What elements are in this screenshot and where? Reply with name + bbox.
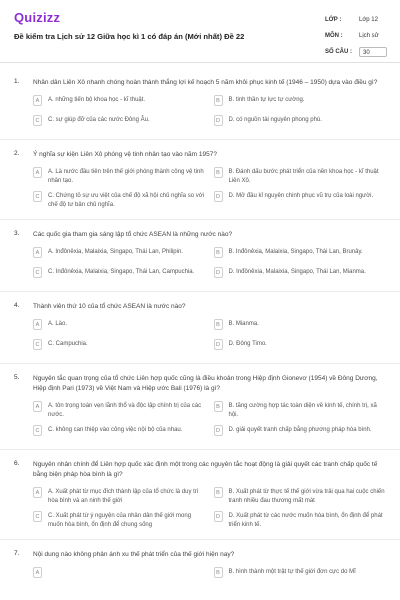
question-number: 3. [14,230,20,237]
meta-row-count [325,45,393,58]
option-text: B. tăng cường hợp tác toàn diện về kinh tế, chính trị, xã hội. [228,403,377,418]
question-text: Các quốc gia tham gia sáng lập tổ chức ASEAN là những nước nào? [33,231,233,238]
answer-options [33,167,386,209]
answer-options [33,247,386,281]
answer-option-a[interactable] [33,95,206,109]
answer-option-c[interactable] [33,511,206,529]
option-text: D. Xuất phát từ các nước muốn hòa bình, ổn định để phát triển kinh tế. [228,513,383,528]
option-text: D. Inđônêxia, Malaixia, Singapo, Thái Lan, Mianma. [228,269,366,275]
option-text: A. Lào. [48,321,68,327]
question-number: 6. [14,460,20,467]
answer-option-a[interactable] [33,401,206,419]
option-letter-box: B [214,487,223,498]
header [0,0,400,60]
option-letter-box: C [33,267,42,278]
answer-option-b[interactable] [214,95,387,109]
option-letter-box: A [33,95,42,106]
option-text: C. sự giúp đỡ của các nước Đông Âu. [48,117,150,123]
option-text: A. những tiến bộ khoa học - kĩ thuật. [48,97,146,103]
answer-option-d[interactable] [214,267,387,281]
option-text: B. hình thành một trật tự thế giới đơn cực do Mĩ [228,569,356,575]
answer-option-d[interactable] [214,115,387,129]
option-letter-box: B [214,401,223,412]
answer-option-b[interactable] [214,487,387,505]
option-text: B. Xuất phát từ thực tế thế giới vừa trải qua hai cuộc chiến tranh nhiều đau thương mất mát [228,489,385,504]
page-title: Đề kiểm tra Lịch sử 12 Giữa học kì 1 có đáp án (Mới nhất) Đề 22 [14,32,245,41]
answer-option-a[interactable] [33,567,206,581]
answer-options [33,95,386,129]
answer-option-a[interactable] [33,167,206,185]
option-letter-box: B [214,319,223,330]
option-letter-box: A [33,319,42,330]
question-text: Nguyên nhân chính để Liên hợp quốc xác định một trong các nguyên tắc hoạt động là giải quyết các tranh chấp quốc tế bằng biện pháp hòa bình là gì? [33,461,378,478]
question-text: Nguyên tắc quan trọng của tổ chức Liên hợp quốc cũng là điều khoản trong Hiệp định Gionevơ (1954) về Đông Dương, Hiệp định Pari (1973) về Việt Nam và Hiệp ước Bali (1976) là gì? [33,375,378,392]
question-number: 1. [14,78,20,85]
option-letter-box: A [33,567,42,578]
question-divider [0,291,400,292]
option-letter-box: A [33,487,42,498]
question-4 [0,302,400,364]
question-7 [0,550,400,581]
question-number: 5. [14,374,20,381]
option-text: A. Xuất phát từ mục đích thành lập của tổ chức là duy trì hòa bình và an ninh thế giới [48,489,199,504]
answer-option-d[interactable] [214,425,387,439]
meta-row-class [325,13,393,26]
quizizz-logo[interactable]: Quizizz [14,10,61,25]
option-letter-box: C [33,425,42,436]
option-text: B. Đánh dấu bước phát triển của nền khoa học - kĩ thuật Liên Xô. [228,169,379,184]
meta-value: Lịch sử [359,32,379,39]
meta-value: Lớp 12 [359,16,378,23]
option-text: A. tôn trọng toàn vẹn lãnh thổ và độc lập chính trị của các nước. [48,403,202,418]
meta-row-subject [325,29,393,42]
option-text: D. giải quyết tranh chấp bằng phương pháp hòa bình. [228,427,372,433]
option-text: C. không can thiệp vào công việc nội bộ của nhau. [48,427,183,433]
option-letter-box: B [214,167,223,178]
answer-option-a[interactable] [33,247,206,261]
option-letter-box: D [214,115,223,126]
header-divider [0,62,400,63]
question-number: 7. [14,550,20,557]
option-letter-box: D [214,339,223,350]
option-text: C. Campuchia. [48,341,88,347]
option-letter-box: C [33,115,42,126]
option-text: D. Đông Timo. [228,341,267,347]
meta-label: MÔN : [325,32,343,39]
answer-option-c[interactable] [33,339,206,353]
question-5 [0,374,400,450]
answer-option-d[interactable] [214,339,387,353]
question-3 [0,230,400,292]
question-number: 2. [14,150,20,157]
answer-option-a[interactable] [33,319,206,333]
option-letter-box: A [33,167,42,178]
answer-option-c[interactable] [33,267,206,281]
answer-option-a[interactable] [33,487,206,505]
answer-options [33,319,386,353]
answer-options [33,567,386,581]
option-letter-box: D [214,425,223,436]
question-text: Thành viên thứ 10 của tổ chức ASEAN là nước nào? [33,303,186,310]
answer-option-b[interactable] [214,567,387,581]
question-number: 4. [14,302,20,309]
answer-option-c[interactable] [33,425,206,439]
question-text: Nội dung nào không phản ánh xu thế phát triển của thế giới hiện nay? [33,551,235,558]
question-2 [0,150,400,220]
answer-option-b[interactable] [214,167,387,185]
option-letter-box: B [214,247,223,258]
option-letter-box: B [214,567,223,578]
option-letter-box: A [33,401,42,412]
option-text: B. Mianma. [228,321,259,327]
answer-option-c[interactable] [33,191,206,209]
answer-option-d[interactable] [214,511,387,529]
option-text: A. Inđônêxia, Malaixia, Singapo, Thái Lan, Philipin. [48,249,183,255]
answer-option-b[interactable] [214,247,387,261]
option-letter-box: C [33,339,42,350]
worksheet-meta [325,13,393,61]
question-list [0,68,400,581]
question-divider [0,449,400,450]
answer-option-d[interactable] [214,191,387,209]
meta-label: LỚP : [325,16,342,23]
answer-option-b[interactable] [214,401,387,419]
question-6 [0,460,400,540]
option-letter-box: A [33,247,42,258]
answer-options [33,401,386,439]
option-letter-box: C [33,511,42,522]
meta-label: SỐ CÂU : [325,48,352,55]
answer-option-c[interactable] [33,115,206,129]
question-1 [0,78,400,140]
question-divider [0,539,400,540]
option-text: D. có nguồn tài nguyên phong phú. [228,117,322,123]
answer-options [33,487,386,529]
option-text: A. Là nước đầu tiên trên thế giới phóng thành công vệ tinh nhân tạo. [48,169,204,184]
question-count-box: 30 [359,47,387,57]
answer-option-b[interactable] [214,319,387,333]
option-text: D. Mở đầu kỉ nguyên chinh phục vũ trụ của loài người. [228,193,374,199]
option-text: C. Xuất phát từ ý nguyện của nhân dân thế giới mong muốn hòa bình, ổn định để chung sống [48,513,192,528]
option-letter-box: C [33,191,42,202]
option-text: C. Inđônêxia, Malaixia, Singapo, Thái Lan, Campuchia. [48,269,195,275]
option-text: B. Inđônêxia, Malaixia, Singapo, Thái Lan, Brunây. [228,249,363,255]
option-text: C. Chứng tỏ sự ưu việt của chế độ xã hội chủ nghĩa so với chế độ tư bản chủ nghĩa. [48,193,205,208]
option-letter-box: D [214,267,223,278]
question-divider [0,219,400,220]
option-text: B. tinh thần tự lực tự cường. [228,97,305,103]
question-divider [0,363,400,364]
option-letter-box: D [214,511,223,522]
option-letter-box: B [214,95,223,106]
question-divider [0,139,400,140]
option-letter-box: D [214,191,223,202]
question-text: Ý nghĩa sự kiện Liên Xô phóng vệ tinh nhân tạo vào năm 1957? [33,151,217,158]
question-text: Nhân dân Liên Xô nhanh chóng hoàn thành thắng lợi kế hoạch 5 năm khôi phục kinh tế (1946 – 1950) dựa vào điều gì? [33,79,378,86]
